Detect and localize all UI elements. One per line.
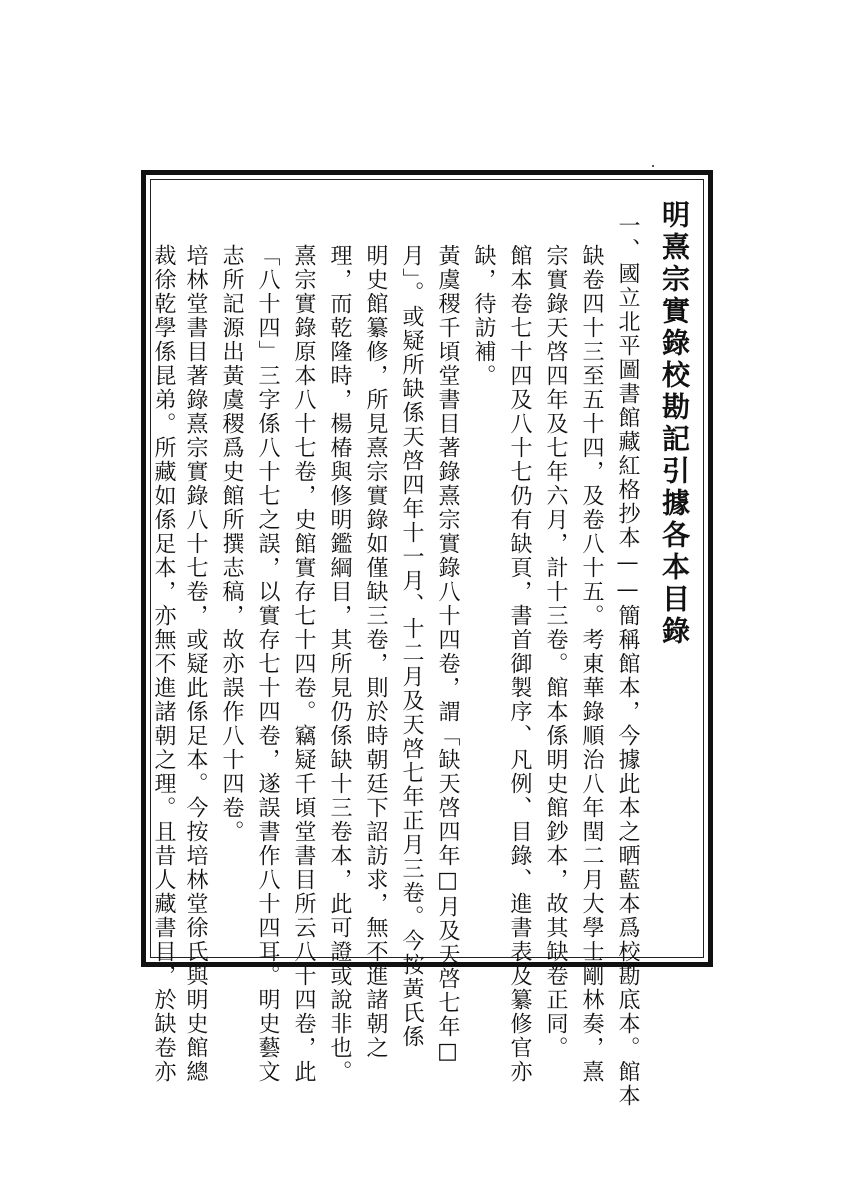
document-title: 明熹宗實錄校勘記引據各本目錄: [658, 200, 691, 648]
speck-mark: [652, 165, 654, 167]
text-column-4: 館本卷七十四及八十七仍有缺頁，書首御製序、凡例、目錄、進書表及纂修官亦: [507, 244, 532, 1084]
text-column-10: 熹宗實錄原本八十七卷，史館實存七十四卷。竊疑千頃堂書目所云八十四卷，此: [291, 244, 316, 1084]
text-column-7: 月」。或疑所缺係天啓四年十一月、十二月及天啓七年正月三卷。今按黃氏係: [399, 244, 424, 1049]
text-column-12: 志所記源出黃虞稷爲史館所撰志稿，故亦誤作八十四卷。: [219, 244, 244, 844]
text-column-6: 黃虞稷千頃堂書目著錄熹宗實錄八十四卷，謂「缺天啓四年□月及天啓七年□: [435, 244, 460, 1066]
text-column-13: 培林堂書目著錄熹宗實錄八十七卷，或疑此係足本。今按培林堂徐氏與明史館總: [183, 244, 208, 1084]
text-column-11: 「八十四」三字係八十七之誤，以實存七十四卷，遂誤書作八十四耳。明史藝文: [255, 244, 280, 1084]
text-column-5: 缺，待訪補。: [471, 244, 496, 388]
text-column-8: 明史館纂修，所見熹宗實錄如僅缺三卷，則於時朝廷下詔訪求，無不進諸朝之: [363, 244, 388, 1060]
text-column-3: 宗實錄天啓四年及七年六月，計十三卷。館本係明史館鈔本，故其缺卷正同。: [543, 244, 568, 1060]
text-column-2: 缺卷四十三至五十四，及卷八十五。考東華錄順治八年閏二月大學士剛林奏，熹: [579, 244, 604, 1084]
text-column-9: 理，而乾隆時，楊椿與修明鑑綱目，其所見仍係缺十三卷本，此可證或說非也。: [327, 244, 352, 1084]
text-column-14: 裁徐乾學係昆弟。所藏如係足本，亦無不進諸朝之理。且昔人藏書目，於缺卷亦: [151, 244, 176, 1084]
text-column-1: 一、國立北平圖書館藏紅格抄本——簡稱館本，今據此本之晒藍本爲校勘底本。館本: [615, 214, 640, 1108]
